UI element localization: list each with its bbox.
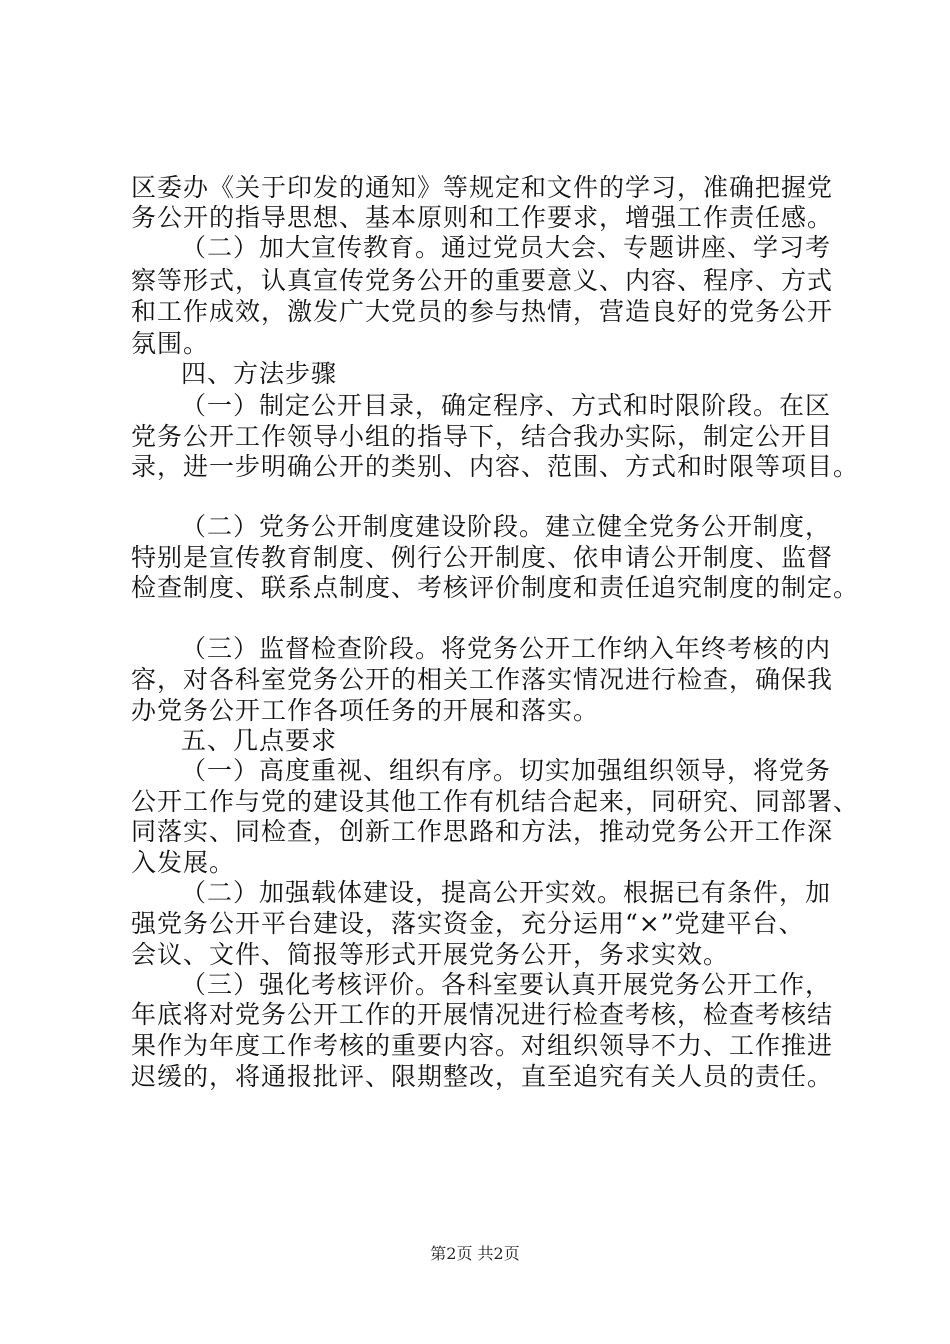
text-line: 录，进一步明确公开的类别、内容、范围、方式和时限等项目。 [131,452,860,481]
text-line: 入发展。 [131,848,236,877]
text-line: （二）加强载体建设，提高公开实效。根据已有条件，加 [181,878,832,907]
text-line: （一）高度重视、组织有序。切实加强组织领导，将党务 [181,756,832,785]
section-heading: 五、几点要求 [181,726,338,755]
text-line: 区委办《关于印发的通知》等规定和文件的学习，准确把握党 [131,173,834,202]
text-line: 会议、文件、简报等形式开展党务公开，务求实效。 [131,940,730,969]
text-line: 党务公开工作领导小组的指导下，结合我办实际，制定公开目 [131,422,834,451]
text-line: 果作为年度工作考核的重要内容。对组织领导不力、工作推进 [131,1031,834,1060]
text-line: 容，对各科室党务公开的相关工作落实情况进行检查，确保我 [131,665,834,694]
text-line: 同落实、同检查，创新工作思路和方法，推动党务公开工作深 [131,817,834,846]
text-line: 察等形式，认真宣传党务公开的重要意义、内容、程序、方式 [131,266,834,295]
text-line: （一）制定公开目录，确定程序、方式和时限阶段。在区 [181,391,832,420]
section-heading: 四、方法步骤 [181,359,338,388]
text-line: 特别是宣传教育制度、例行公开制度、依申请公开制度、监督 [131,543,834,572]
text-line: 公开工作与党的建设其他工作有机结合起来，同研究、同部署、 [131,787,860,816]
text-line: （二）加大宣传教育。通过党员大会、专题讲座、学习考 [181,233,832,262]
text-line: 和工作成效，激发广大党员的参与热情，营造良好的党务公开 [131,297,834,326]
text-line: （三）强化考核评价。各科室要认真开展党务公开工作， [181,970,832,999]
text-line: 强党务公开平台建设，落实资金，充分运用“×”党建平台、 [131,909,805,938]
text-line: 年底将对党务公开工作的开展情况进行检查考核，检查考核结 [131,1000,834,1029]
text-line: 务公开的指导思想、基本原则和工作要求，增强工作责任感。 [131,203,834,232]
text-line: （二）党务公开制度建设阶段。建立健全党务公开制度， [181,512,832,541]
text-line: （三）监督检查阶段。将党务公开工作纳入年终考核的内 [181,634,832,663]
text-line: 检查制度、联系点制度、考核评价制度和责任追究制度的制定。 [131,573,860,602]
text-line: 办党务公开工作各项任务的开展和落实。 [131,696,600,725]
page-number-footer: 第2页 共2页 [430,1244,520,1263]
text-line: 迟缓的，将通报批评、限期整改，直至追究有关人员的责任。 [131,1062,834,1091]
text-line: 氛围。 [131,329,210,358]
